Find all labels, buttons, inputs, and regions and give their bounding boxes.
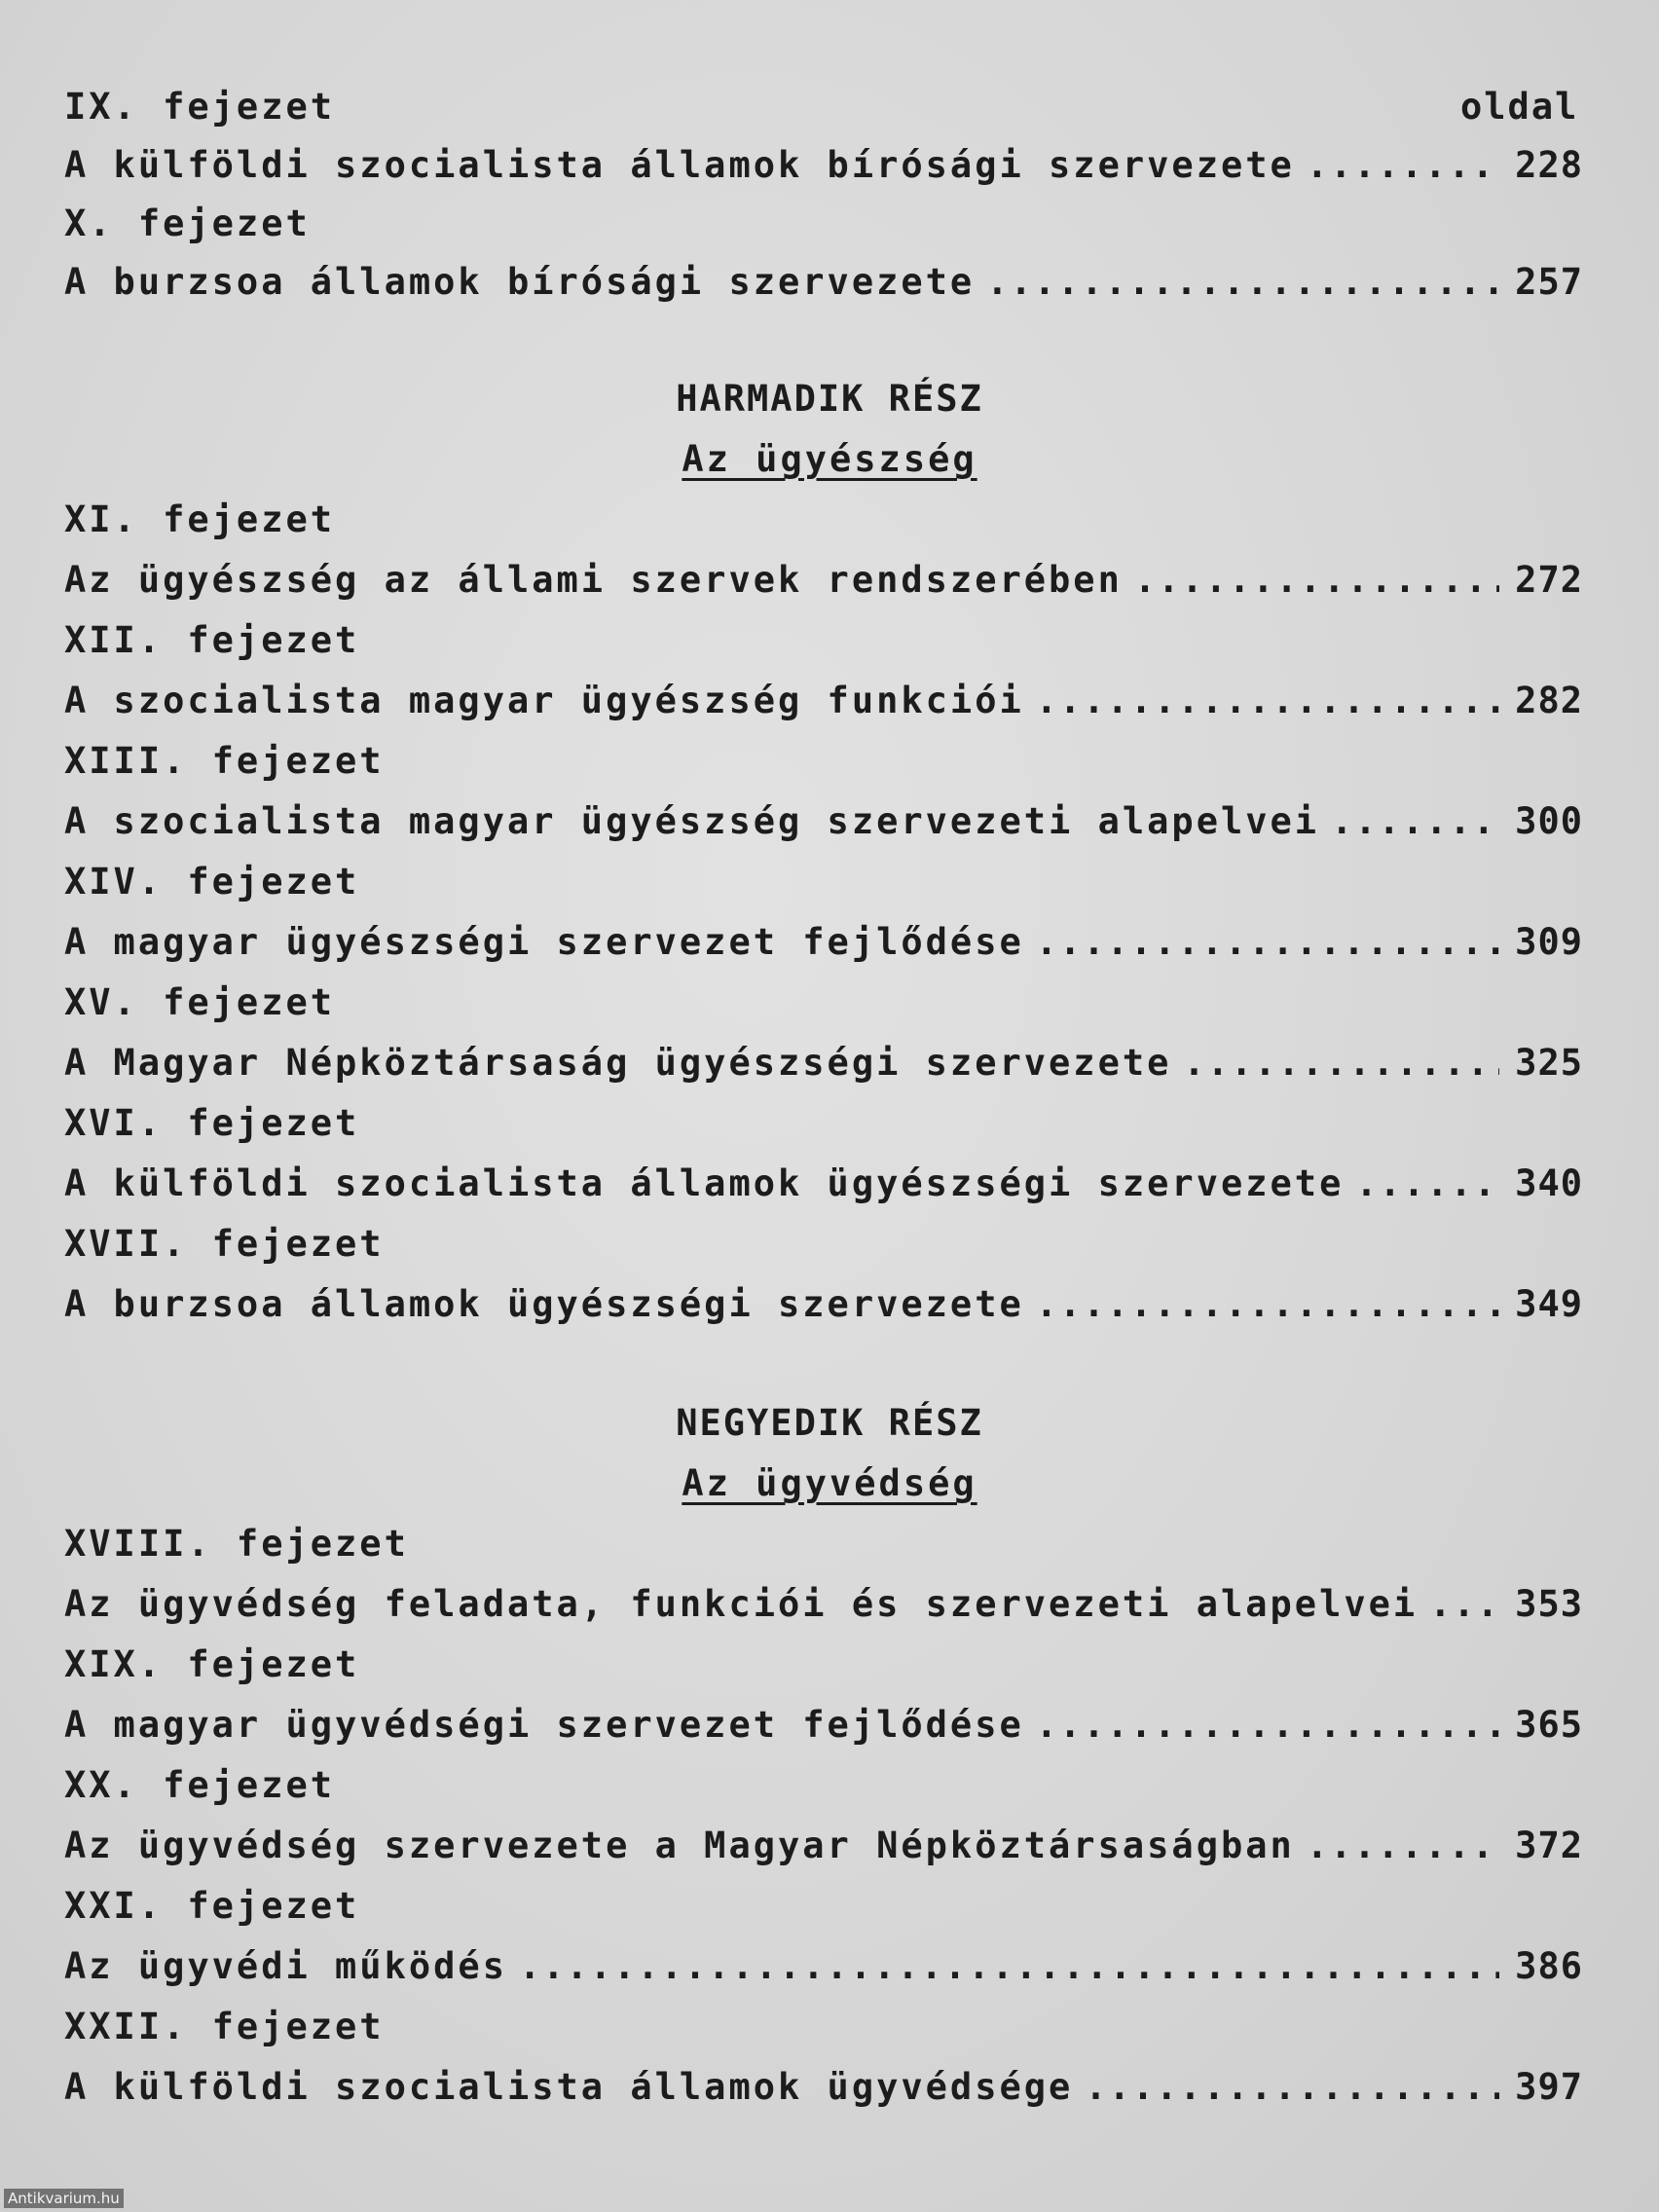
- toc-entry: [64, 921, 1583, 979]
- dot-leader: [1036, 1283, 1499, 1325]
- chapter-number: IX. fejezet: [64, 86, 336, 128]
- page-column-label: oldal: [1460, 86, 1579, 128]
- dot-leader: [1183, 1042, 1499, 1084]
- dot-leader: [1085, 2066, 1499, 2108]
- page-number: 386: [1515, 1945, 1583, 1987]
- chapter-number: XIX. fejezet: [64, 1643, 360, 1685]
- entry-title: A külföldi szocialista államok ügyvédsége: [64, 2066, 1074, 2108]
- dot-leader: [1355, 1162, 1499, 1204]
- chapter-label: [64, 1643, 1583, 1702]
- chapter-label: [64, 1764, 1583, 1823]
- entry-title: Az ügyészség az állami szervek rendszerében: [64, 559, 1123, 601]
- chapter-label: [64, 1885, 1583, 1943]
- page-number: 365: [1515, 1704, 1583, 1746]
- toc-entry: [64, 1945, 1583, 2004]
- chapter-number: X. fejezet: [64, 203, 311, 244]
- chapter-label: [64, 740, 1583, 798]
- dot-leader: [986, 261, 1499, 303]
- entry-title: A Magyar Népköztársaság ügyészségi szervezete: [64, 1042, 1172, 1084]
- entry-title: A burzsoa államok bírósági szervezete: [64, 261, 976, 303]
- part-subtitle: Az ügyészség: [682, 438, 977, 480]
- page-number: 372: [1515, 1825, 1583, 1866]
- chapter-number: XVIII. fejezet: [64, 1523, 409, 1565]
- part-subtitle: Az ügyvédség: [682, 1462, 977, 1504]
- entry-title: A burzsoa államok ügyészségi szervezete: [64, 1283, 1024, 1325]
- entry-title: A szocialista magyar ügyészség funkciói: [64, 680, 1024, 721]
- chapter-label: [64, 2006, 1583, 2064]
- chapter-number: XVI. fejezet: [64, 1102, 360, 1144]
- chapter-label: [64, 86, 1583, 144]
- chapter-label: [64, 1523, 1583, 1581]
- chapter-label: [64, 203, 1583, 261]
- page-number: 353: [1515, 1583, 1583, 1625]
- chapter-number: XX. fejezet: [64, 1764, 336, 1806]
- toc-entry: [64, 144, 1583, 203]
- chapter-number: XXI. fejezet: [64, 1885, 360, 1927]
- dot-leader: [1036, 680, 1499, 721]
- entry-title: Az ügyvédi működés: [64, 1945, 507, 1987]
- entry-title: Az ügyvédség feladata, funkciói és szervezeti alapelvei: [64, 1583, 1419, 1625]
- chapter-label: [64, 1223, 1583, 1281]
- page-number: 349: [1515, 1283, 1583, 1325]
- toc-entry: [64, 1583, 1583, 1641]
- chapter-number: XV. fejezet: [64, 981, 336, 1023]
- toc-entry: [64, 1042, 1583, 1100]
- toc-entry: [64, 1283, 1583, 1342]
- entry-title: A külföldi szocialista államok bírósági szervezete: [64, 144, 1295, 186]
- dot-leader: [1036, 921, 1499, 963]
- toc-entry: [64, 1825, 1583, 1883]
- entry-title: A magyar ügyészségi szervezet fejlődése: [64, 921, 1024, 963]
- dot-leader: [1036, 1704, 1499, 1746]
- watermark: Antikvarium.hu: [4, 2189, 124, 2208]
- toc-entry: [64, 559, 1583, 617]
- part-heading: HARMADIK RÉSZ: [676, 378, 983, 420]
- page-number: 272: [1515, 559, 1583, 601]
- toc-entry: [64, 2066, 1583, 2124]
- entry-title: Az ügyvédség szervezete a Magyar Népköztársaságban: [64, 1825, 1295, 1866]
- dot-leader: [1307, 1825, 1499, 1866]
- page-number: 397: [1515, 2066, 1583, 2108]
- chapter-number: XXII. fejezet: [64, 2006, 385, 2047]
- dot-leader: [1429, 1583, 1499, 1625]
- page-number: 282: [1515, 680, 1583, 721]
- chapter-number: XIV. fejezet: [64, 861, 360, 903]
- chapter-number: XII. fejezet: [64, 619, 360, 661]
- chapter-number: XVII. fejezet: [64, 1223, 385, 1265]
- page-number: 340: [1515, 1162, 1583, 1204]
- chapter-number: XIII. fejezet: [64, 740, 385, 782]
- page-number: 228: [1515, 144, 1583, 186]
- chapter-label: [64, 861, 1583, 919]
- toc-entry: [64, 261, 1583, 319]
- dot-leader: [1331, 800, 1499, 842]
- toc-entry: [64, 800, 1583, 859]
- dot-leader: [519, 1945, 1499, 1987]
- toc-entry: [64, 1162, 1583, 1221]
- entry-title: A külföldi szocialista államok ügyészségi szervezete: [64, 1162, 1345, 1204]
- page-number: 309: [1515, 921, 1583, 963]
- entry-title: A szocialista magyar ügyészség szervezeti alapelvei: [64, 800, 1320, 842]
- dot-leader: [1307, 144, 1499, 186]
- page-number: 300: [1515, 800, 1583, 842]
- dot-leader: [1134, 559, 1499, 601]
- chapter-label: [64, 619, 1583, 678]
- entry-title: A magyar ügyvédségi szervezet fejlődése: [64, 1704, 1024, 1746]
- chapter-label: [64, 1102, 1583, 1161]
- page-number: 325: [1515, 1042, 1583, 1084]
- chapter-number: XI. fejezet: [64, 498, 336, 540]
- toc-entry: [64, 1704, 1583, 1762]
- toc-entry: [64, 680, 1583, 738]
- chapter-label: [64, 498, 1583, 557]
- chapter-label: [64, 981, 1583, 1040]
- part-heading: NEGYEDIK RÉSZ: [676, 1402, 983, 1444]
- page-number: 257: [1515, 261, 1583, 303]
